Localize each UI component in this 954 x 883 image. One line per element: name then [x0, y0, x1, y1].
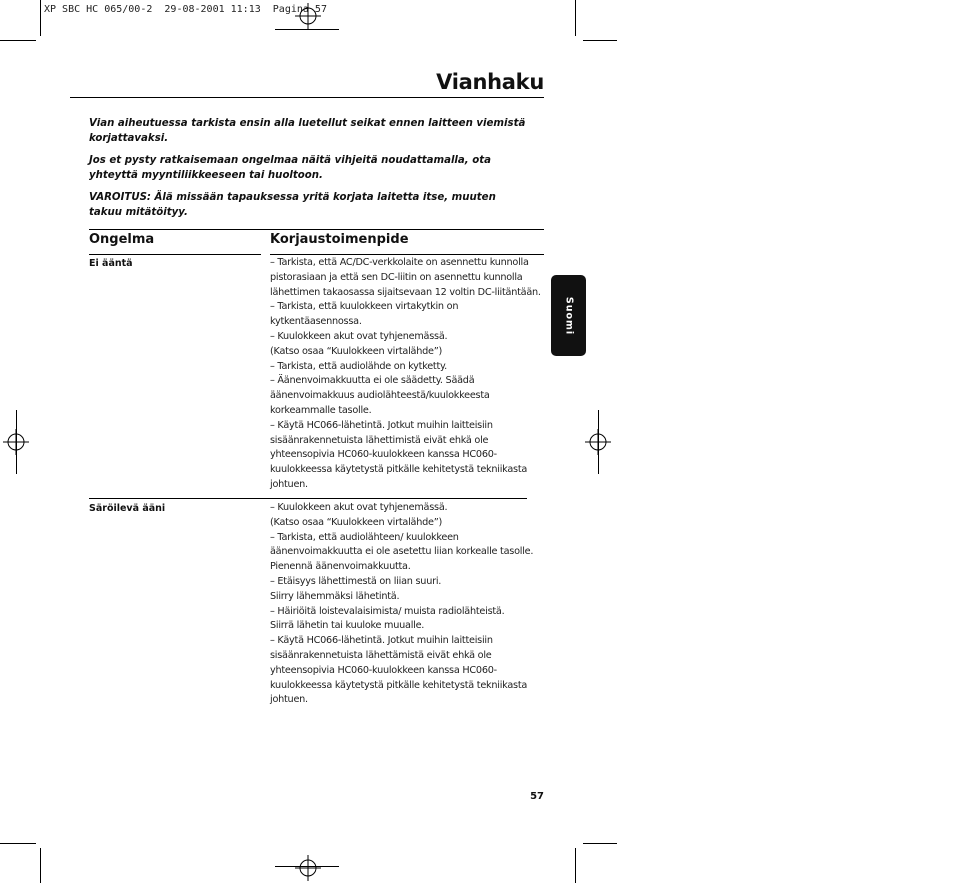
- page-title: Vianhaku: [436, 70, 544, 94]
- warning-paragraph: VAROITUS: Älä missään tapauksessa yritä korjata laitetta itse, muuten takuu mitätöityy.: [89, 192, 496, 218]
- registration-mark-icon: [295, 855, 321, 881]
- registration-mark-icon: [295, 3, 321, 29]
- remedy-line: (Katso osaa “Kuulokkeen virtalähde”): [270, 516, 442, 528]
- remedy-line: äänenvoimakkuus audiolähteestä/kuulokkeesta: [270, 390, 490, 402]
- remedy-line: – Tarkista, että audiolähde on kytketty.: [270, 360, 447, 372]
- language-tab-label: Suomi: [563, 296, 574, 335]
- remedy-line: (Katso osaa “Kuulokkeen virtalähde”): [270, 345, 442, 357]
- remedy-line: pistorasiaan ja että sen DC-liitin on asennettu kunnolla: [270, 271, 523, 283]
- problem-label: Ei ääntä: [89, 258, 133, 269]
- remedy-line: – Käytä HC066-lähetintä. Jotkut muihin laitteisiin: [270, 419, 493, 431]
- language-tab: [551, 275, 586, 356]
- crop-mark: [40, 848, 41, 883]
- remedy-line: Pienennä äänenvoimakkuutta.: [270, 561, 411, 573]
- remedy-line: kytkentäasennossa.: [270, 316, 362, 328]
- remedy-line: Siirry lähemmäksi lähetintä.: [270, 590, 400, 602]
- remedy-line: korkeammalle tasolle.: [270, 404, 372, 416]
- remedy-line: – Kuulokkeen akut ovat tyhjenemässä.: [270, 330, 448, 342]
- table-top-rule: [89, 229, 544, 230]
- remedy-line: yhteensopivia HC060-kuulokkeen kanssa HC060-: [270, 664, 497, 676]
- column-header-problem: Ongelma: [89, 232, 155, 247]
- print-slug: XP SBC HC 065/00-2 29-08-2001 11:13 Pagina 57: [44, 4, 327, 15]
- header-rule-problem: [89, 254, 261, 255]
- remedy-line: – Häiriöitä loistevalaisimista/ muista radiolähteistä.: [270, 605, 505, 617]
- column-header-remedy: Korjaustoimenpide: [270, 232, 409, 247]
- remedy-line: johtuen.: [270, 694, 308, 706]
- crop-mark: [0, 843, 36, 844]
- crop-mark: [0, 40, 36, 41]
- remedy-line: kuulokkeessa käytetystä pitkälle kehitetystä tekniikasta: [270, 679, 528, 691]
- crop-mark: [575, 848, 576, 883]
- intro-paragraph: Jos et pysty ratkaisemaan ongelmaa näitä vihjeitä noudattamalla, ota yhteyttä myyntiliikkeeseen tai huoltoon.: [89, 155, 491, 181]
- remedy-line: sisäänrakennetuista lähettimistä eivät ehkä ole: [270, 434, 489, 446]
- header-rule-remedy: [270, 254, 544, 255]
- problem-label: Säröilevä ääni: [89, 503, 166, 514]
- remedy-line: Siirrä lähetin tai kuuloke muualle.: [270, 620, 425, 632]
- remedy-line: yhteensopivia HC060-kuulokkeen kanssa HC060-: [270, 449, 497, 461]
- registration-mark-icon: [3, 429, 29, 455]
- remedy-line: – Tarkista, että AC/DC-verkkolaite on asennettu kunnolla: [270, 257, 529, 268]
- remedy-line: sisäänrakennetuista lähettämistä eivät ehkä ole: [270, 649, 492, 661]
- remedy-line: lähettimen takaosassa sijaitsevaan 12 voltin DC-liitäntään.: [270, 286, 541, 298]
- crop-mark: [40, 0, 41, 36]
- crop-mark: [575, 0, 576, 36]
- remedy-text: [270, 256, 548, 493]
- remedy-line: – Tarkista, että audiolähteen/ kuulokkeen: [270, 531, 459, 543]
- page-number: 57: [530, 791, 544, 802]
- remedy-text: [270, 501, 548, 708]
- intro-paragraph: Vian aiheutuessa tarkista ensin alla luetellut seikat ennen laitteen viemistä korjattavaksi.: [89, 118, 526, 144]
- crop-mark: [275, 29, 339, 30]
- remedy-line: – Etäisyys lähettimestä on liian suuri.: [270, 575, 442, 587]
- remedy-line: kuulokkeessa käytetystä pitkälle kehitetystä tekniikasta: [270, 464, 528, 476]
- remedy-line: – Käytä HC066-lähetintä. Jotkut muihin laitteisiin: [270, 635, 493, 647]
- title-rule: [70, 97, 544, 98]
- remedy-line: – Kuulokkeen akut ovat tyhjenemässä.: [270, 502, 448, 513]
- crop-mark: [583, 40, 617, 41]
- remedy-line: – Tarkista, että kuulokkeen virtakytkin on: [270, 301, 459, 313]
- remedy-line: johtuen.: [270, 478, 308, 490]
- row-divider: [89, 498, 527, 499]
- crop-mark: [583, 843, 617, 844]
- remedy-line: äänenvoimakkuutta ei ole asetettu liian korkealle tasolle.: [270, 546, 534, 558]
- remedy-line: – Äänenvoimakkuutta ei ole säädetty. Säädä: [270, 375, 475, 387]
- registration-mark-icon: [585, 429, 611, 455]
